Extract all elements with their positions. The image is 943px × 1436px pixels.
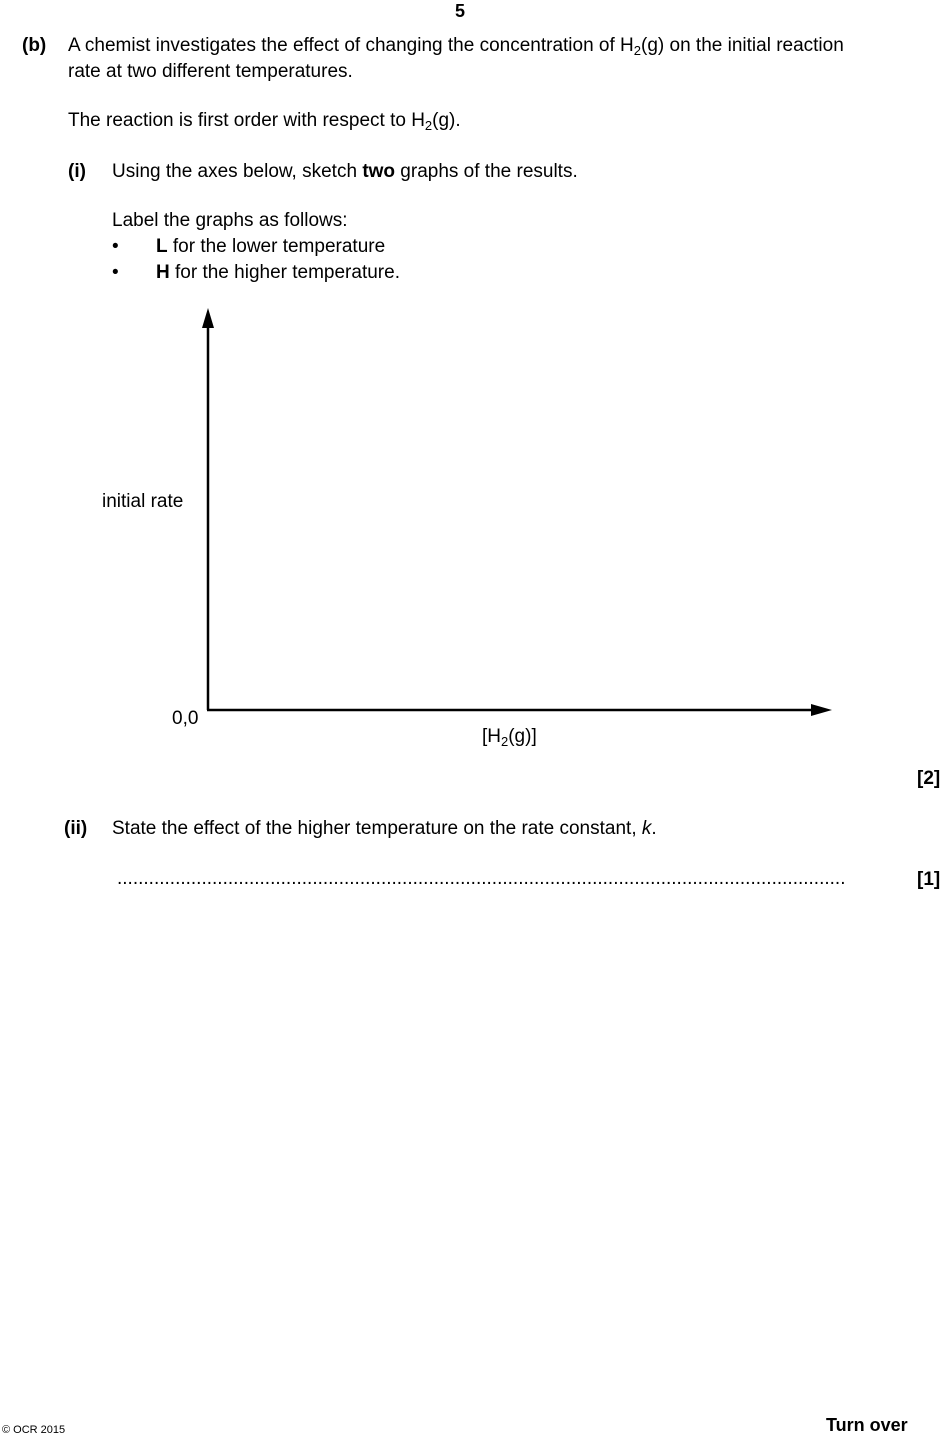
bullet-dot: •: [112, 262, 119, 283]
part-b-intro-line1: A chemist investigates the effect of changing the concentration of $H_2(g)$ on the initial reaction: [68, 35, 844, 58]
part-ii-label: (ii): [64, 818, 88, 839]
part-i-marks: [2]: [917, 768, 941, 789]
page-number: 5: [455, 1, 466, 21]
footer-turn-over: Turn over: [826, 1415, 908, 1435]
bullet-dot: •: [112, 236, 119, 257]
part-ii-marks: [1]: [917, 869, 941, 890]
x-axis-arrowhead: [811, 704, 832, 716]
part-ii-question: State the effect of the higher temperature on the rate constant, k.: [112, 818, 657, 839]
answer-line[interactable]: ..........................................................................................................................................: [117, 869, 846, 888]
y-axis-label: initial rate: [102, 491, 184, 512]
label-intro: Label the graphs as follows:: [112, 210, 348, 231]
footer-copyright: © OCR 2015: [2, 1424, 66, 1436]
origin-label: 0,0: [172, 708, 199, 729]
part-b-intro-line2: rate at two different temperatures.: [68, 61, 353, 82]
part-i-instruction: Using the axes below, sketch two graphs of the results.: [112, 161, 578, 182]
x-axis-label: $[H_2(g)]$: [482, 726, 537, 749]
part-b-label: (b): [22, 35, 47, 56]
y-axis-arrowhead: [202, 308, 214, 328]
bullet-lower-text: L for the lower temperature: [156, 236, 386, 257]
first-order-statement: The reaction is first order with respect to $H_2(g)$.: [68, 110, 461, 133]
bullet-higher-text: H for the higher temperature.: [156, 262, 400, 283]
part-i-label: (i): [68, 161, 86, 182]
